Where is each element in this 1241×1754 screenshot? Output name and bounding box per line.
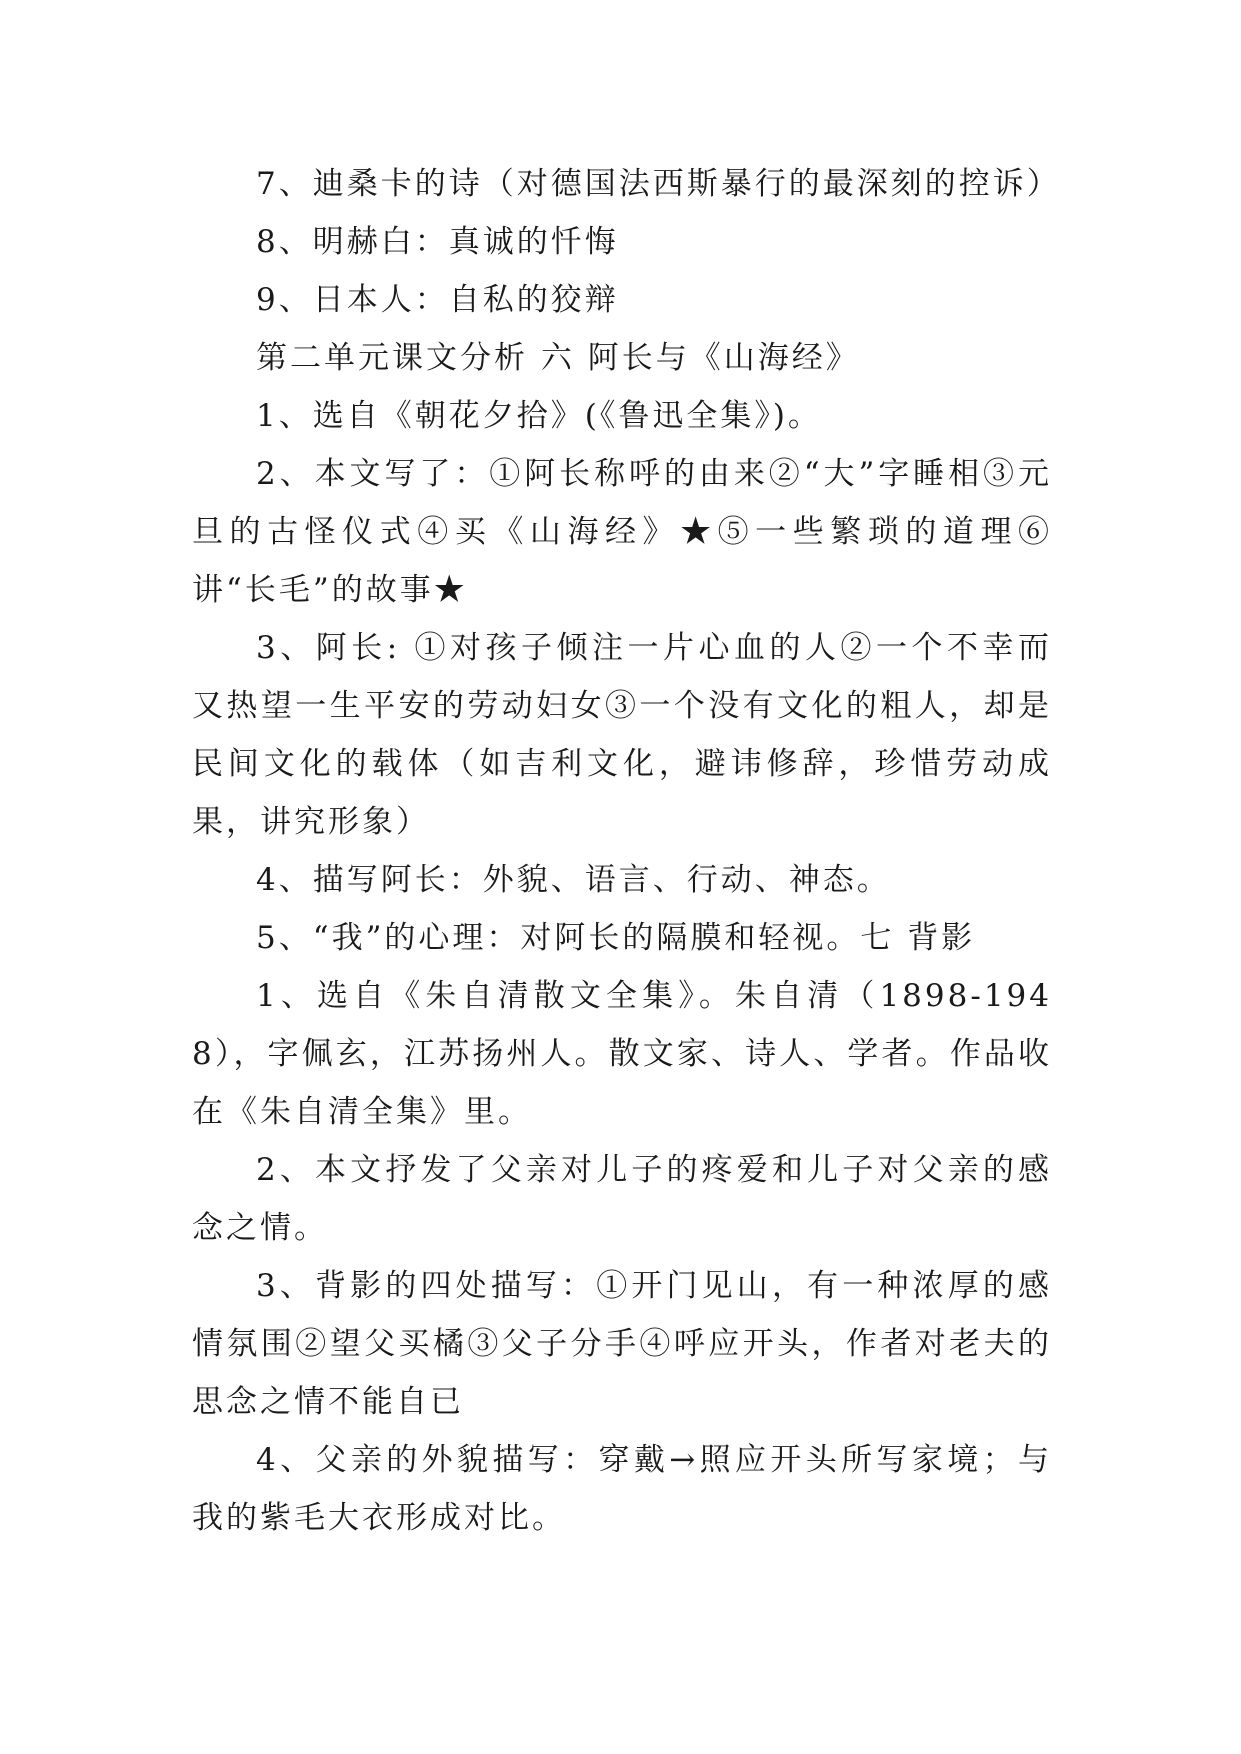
paragraph-8-minghebai: 8、明赫白：真诚的忏悔 bbox=[256, 224, 619, 260]
paragraph-a-chang-2: 2、本文写了：①阿长称呼的由来②“大”字睡相③元旦的古怪仪式④买《山海经》★⑤一些繁琐的道理⑥讲“长毛”的故事★ bbox=[192, 456, 1052, 608]
paragraph-beiying-2: 2、本文抒发了父亲对儿子的疼爱和儿子对父亲的感念之情。 bbox=[192, 1152, 1052, 1246]
paragraph-a-chang-3: 3、阿长: ①对孩子倾注一片心血的人②一个不幸而又热望一生平安的劳动妇女③一个没有文化的粗人，却是民间文化的载体（如吉利文化，避讳修辞，珍惜劳动成果，讲究形象） bbox=[192, 630, 1052, 840]
paragraph-beiying-3: 3、背影的四处描写：①开门见山，有一种浓厚的感情氛围②望父买橘③父子分手④呼应开头，作者对老夫的思念之情不能自已 bbox=[192, 1268, 1052, 1420]
paragraph-9-japanese: 9、日本人：自私的狡辩 bbox=[256, 282, 619, 318]
paragraph-beiying-1: 1、选自《朱自清散文全集》。朱自清（1898-1948），字佩玄，江苏扬州人。散文家、诗人、学者。作品收在《朱自清全集》里。 bbox=[192, 978, 1052, 1130]
paragraph-7-dusanka-poem: 7、迪桑卡的诗（对德国法西斯暴行的最深刻的控诉） bbox=[256, 166, 1061, 202]
paragraph-a-chang-5: 5、“我”的心理：对阿长的隔膜和轻视。七 背影 bbox=[256, 920, 976, 956]
section-heading-unit-two: 第二单元课文分析 六 阿长与《山海经》 bbox=[256, 340, 860, 376]
paragraph-beiying-4: 4、父亲的外貌描写：穿戴→照应开头所写家境；与我的紫毛大衣形成对比。 bbox=[192, 1442, 1052, 1536]
paragraph-a-chang-1: 1、选自《朝花夕拾》(《鲁迅全集》)。 bbox=[256, 398, 822, 434]
paragraph-a-chang-4: 4、描写阿长：外貌、语言、行动、神态。 bbox=[256, 862, 891, 898]
document-body bbox=[192, 155, 1061, 1547]
